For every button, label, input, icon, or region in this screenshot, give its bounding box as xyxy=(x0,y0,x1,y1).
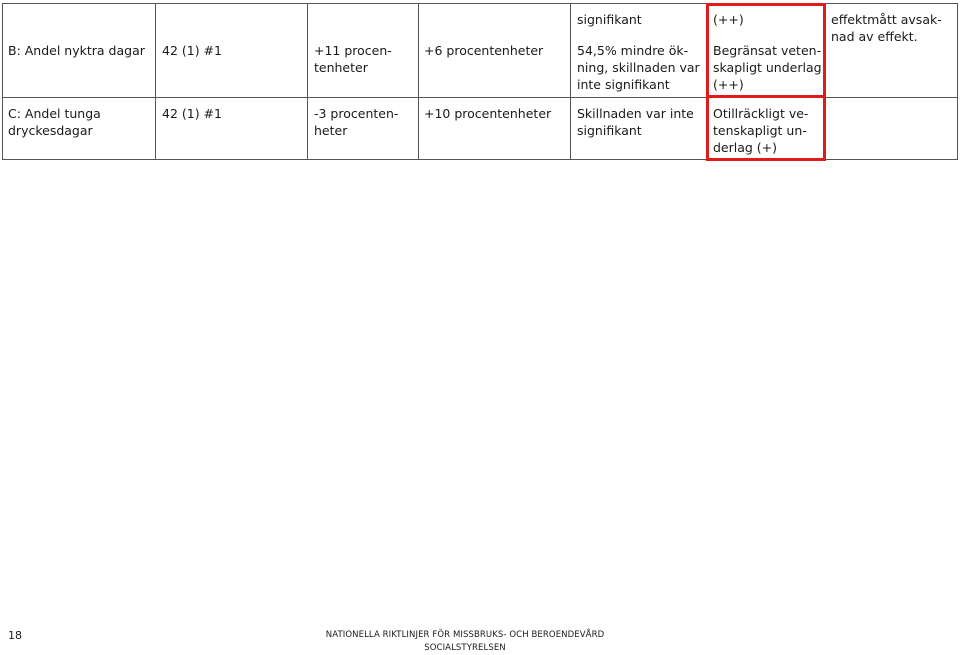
evidence-continued: (++) xyxy=(713,12,744,27)
row-b-evidence: Begränsat veten- skapligt underlag (++) xyxy=(713,43,822,92)
column-divider xyxy=(570,3,571,160)
evidence-highlight-divider xyxy=(706,95,826,98)
footer-title-line1: NATIONELLA RIKTLINJER FÖR MISSBRUKS- OCH BEROENDEVÅRD xyxy=(325,630,605,640)
row-b-intervention: +11 procen- tenheter xyxy=(314,43,392,75)
row-c-intervention: -3 procenten- heter xyxy=(314,106,399,138)
row-c-outcome: C: Andel tunga dryckesdagar xyxy=(8,106,101,138)
result-continued: signifikant xyxy=(577,12,642,27)
row-c-studies: 42 (1) #1 xyxy=(162,106,222,121)
column-divider xyxy=(307,3,308,160)
row-b-control: +6 procentenheter xyxy=(424,43,544,58)
page-number: 18 xyxy=(8,629,22,642)
row-b-result: 54,5% mindre ök- ning, skillnaden var inte signifikant xyxy=(577,43,700,92)
comment-continued: effektmått avsak- nad av effekt. xyxy=(831,12,942,44)
row-b-outcome: B: Andel nyktra dagar xyxy=(8,43,145,58)
table-border-left xyxy=(2,3,3,160)
evidence-column-highlight xyxy=(706,3,826,161)
row-c-result: Skillnaden var inte signifikant xyxy=(577,106,694,138)
table-border-right xyxy=(957,3,958,160)
column-divider xyxy=(155,3,156,160)
row-c-control: +10 procentenheter xyxy=(424,106,552,121)
column-divider xyxy=(418,3,419,160)
row-c-evidence: Otillräckligt ve- tenskapligt un- derlag (+) xyxy=(713,106,809,155)
footer-title-line2: SOCIALSTYRELSEN xyxy=(424,643,506,653)
footer-title xyxy=(300,629,630,655)
row-b-studies: 42 (1) #1 xyxy=(162,43,222,58)
